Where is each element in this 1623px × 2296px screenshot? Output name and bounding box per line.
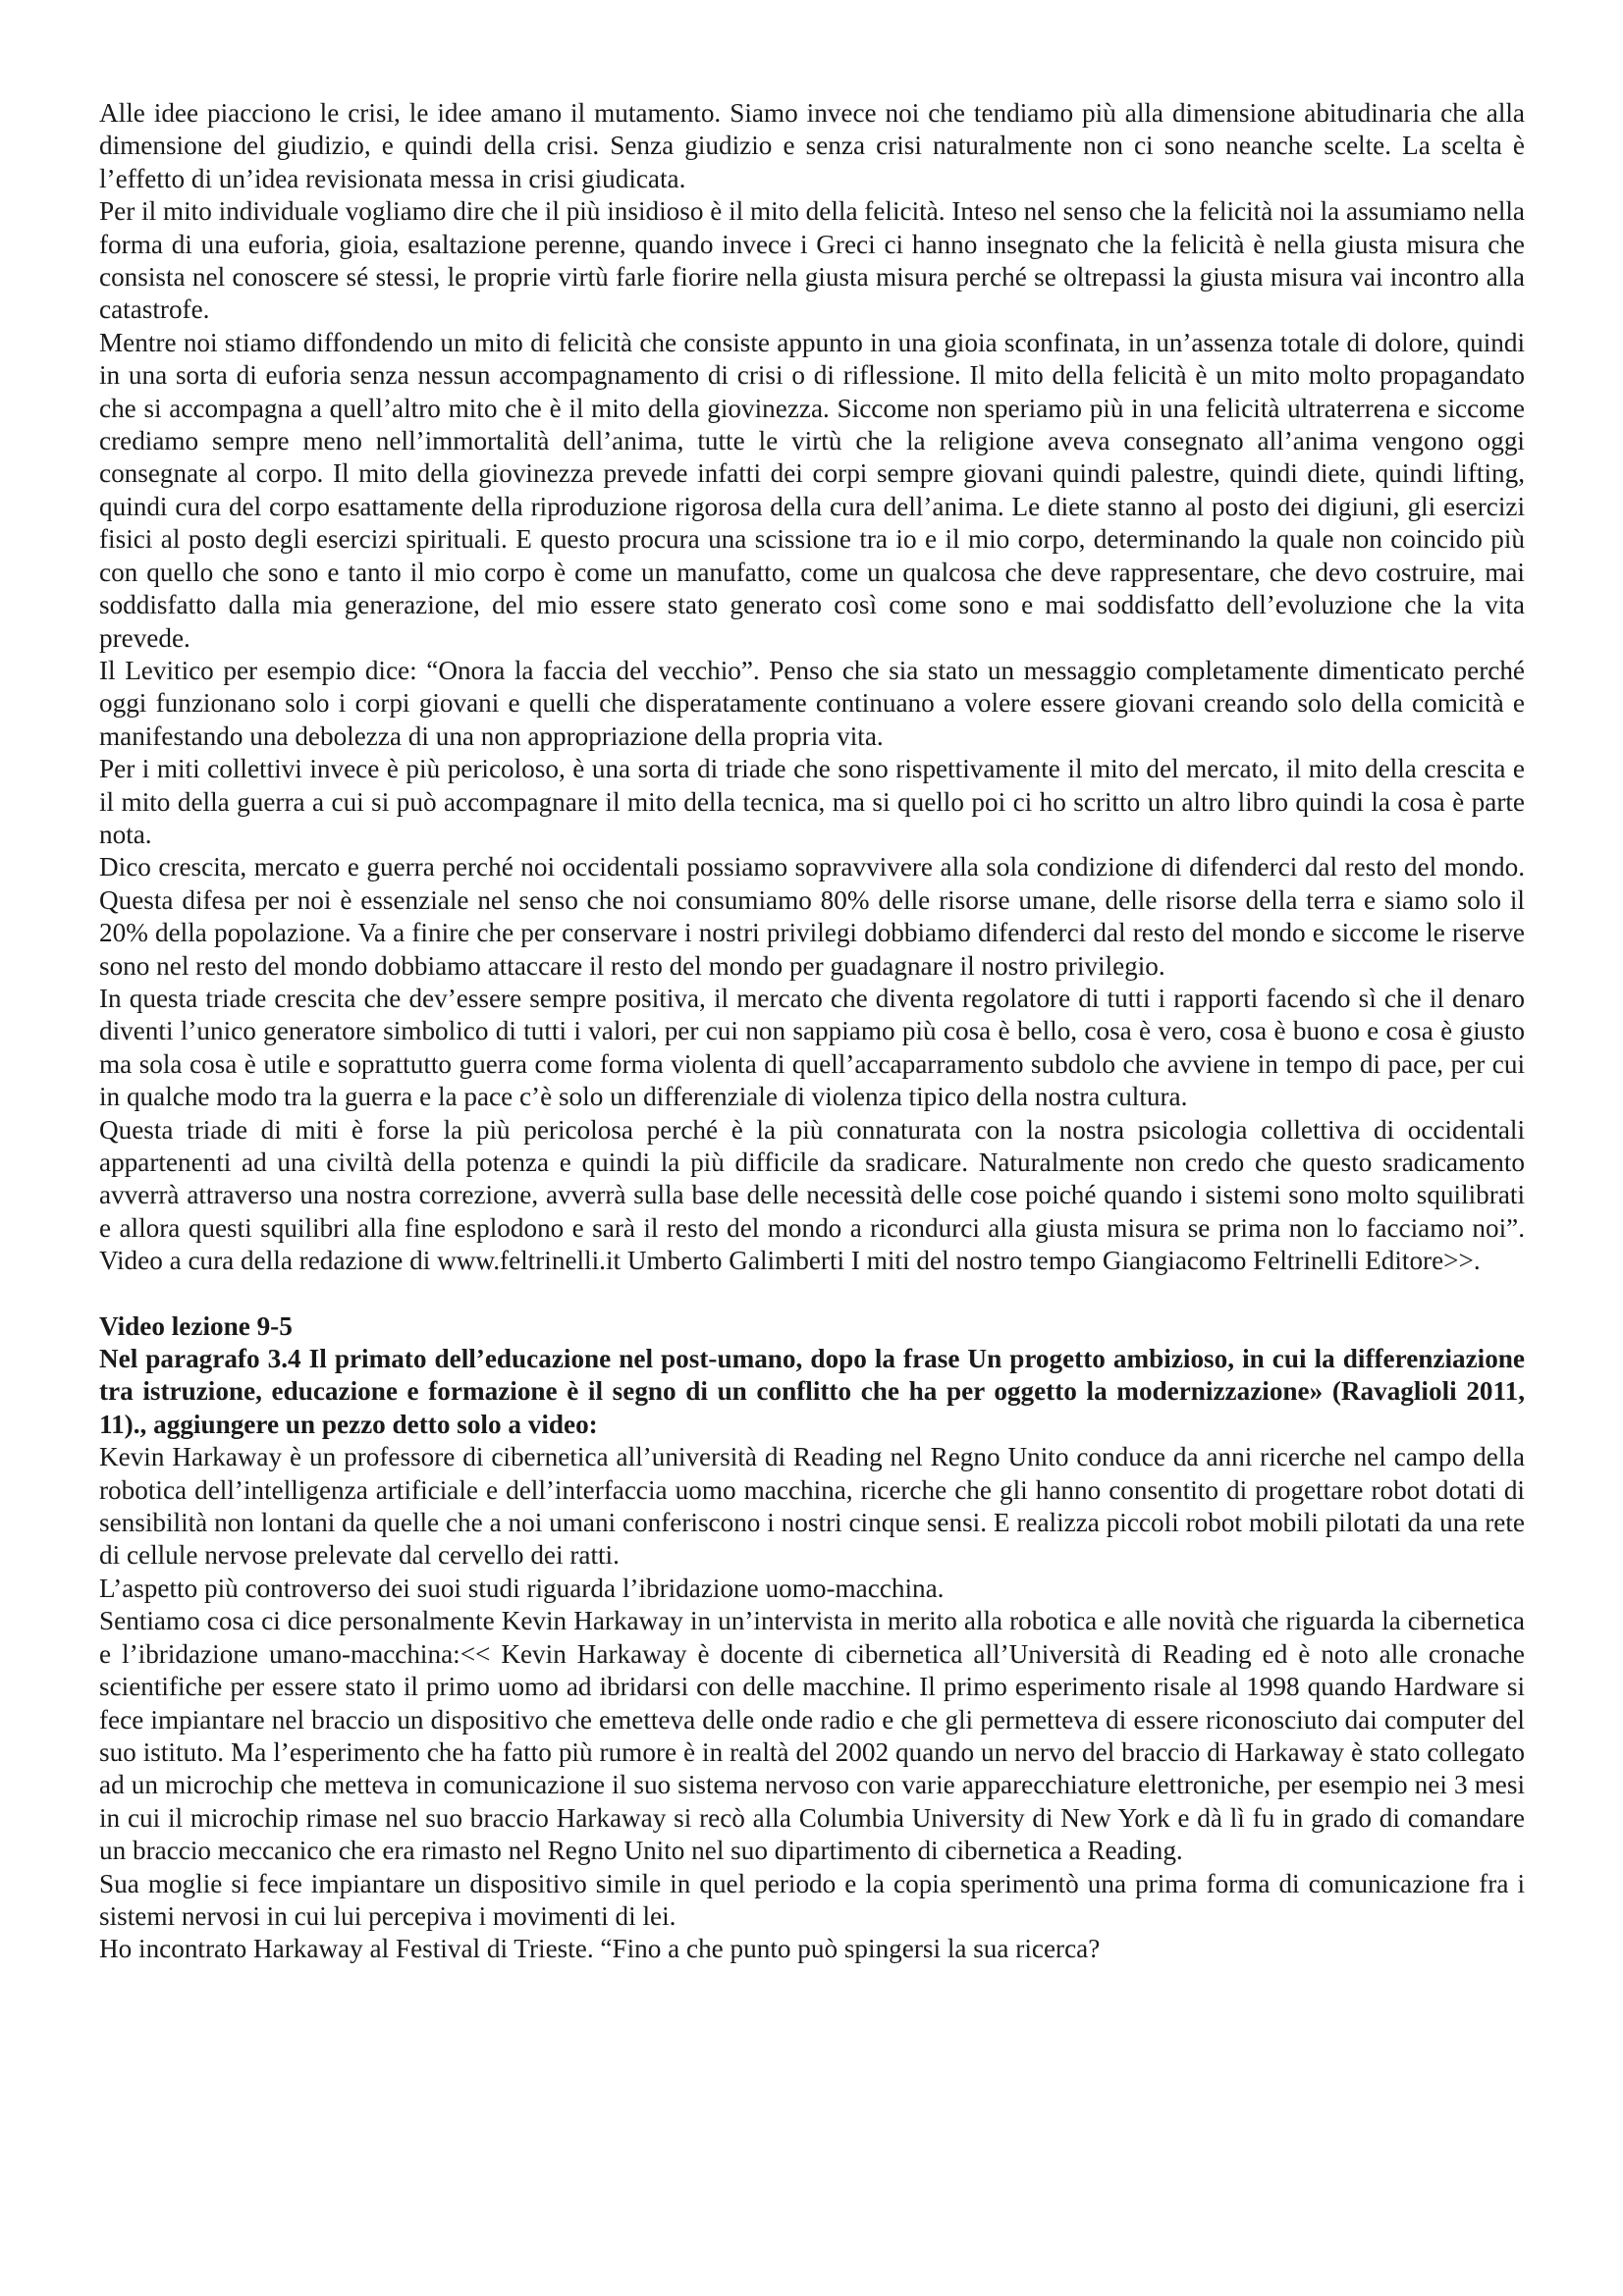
document-page [99,97,1525,1966]
paragraph-crescita-mercato-guerra: Dico crescita, mercato e guerra perché noi occidentali possiamo sopravvivere alla sola condizione di difenderci dal resto del mondo. Questa difesa per noi è essenziale nel senso che noi consumiamo 80% delle risorse umane, delle risorse della terra e siamo solo il 20% della popolazione. Va a finire che per conservare i nostri privilegi dobbiamo difenderci dal resto del mondo e siccome le riserve sono nel resto del mondo dobbiamo attaccare il resto del mondo per guadagnare il nostro privilegio. [99,852,1525,981]
section-intro: Nel paragrafo 3.4 Il primato dell’educazione nel post-umano, dopo la frase Un progetto ambizioso, in cui la differenziazione tra istruzione, educazione e formazione è il segno di un conflitto che ha per oggetto la modernizzazione» (Ravaglioli 2011, 11)., aggiungere un pezzo detto solo a video: [99,1344,1525,1439]
paragraph-triade-pericolosa: Questa triade di miti è forse la più pericolosa perché è la più connaturata con la nostra psicologia collettiva di occidentali appartenenti ad una civiltà della potenza e quindi la più difficile da sradicare. Naturalmente non credo che questo sradicamento avverrà attraverso una nostra correzione, avverrà sulla base delle necessità delle cose poiché quando i sistemi sono molto squilibrati e allora questi squilibri alla fine esplodono e sarà il resto del mondo a ricondurci alla giusta misura se prima non lo facciamo noi”. Video a cura della redazione di www.feltrinelli.it Umberto Galimberti I miti del nostro tempo Giangiacomo Feltrinelli Editore>>. [99,1114,1525,1276]
section-heading: Video lezione 9-5 [99,1310,293,1341]
paragraph-levitico: Il Levitico per esempio dice: “Onora la faccia del vecchio”. Penso che sia stato un messaggio completamente dimenticato perché oggi funzionano solo i corpi giovani e quelli che disperatamente continuano a volere essere giovani creando solo della comicità e manifestando una debolezza di una non appropriazione della propria vita. [99,655,1525,751]
paragraph-harkaway-intro: Kevin Harkaway è un professore di cibernetica all’università di Reading nel Regno Unito conduce da anni ricerche nel campo della robotica dell’intelligenza artificiale e dell’interfaccia uomo macchina, ricerche che gli hanno consentito di progettare robot dotati di sensibilità non lontani da quelle che a noi umani conferiscono i nostri cinque sensi. E realizza piccoli robot mobili pilotati da una rete di cellule nervose prelevate dal cervello dei ratti. [99,1442,1525,1571]
paragraph-crisi: Alle idee piacciono le crisi, le idee amano il mutamento. Siamo invece noi che tendiamo più alla dimensione abitudinaria che alla dimensione del giudizio, e quindi della crisi. Senza giudizio e senza crisi naturalmente non ci sono neanche scelte. La scelta è l’effetto di un’idea revisionata messa in crisi giudicata. [99,98,1525,193]
paragraph-intervista: Sentiamo cosa ci dice personalmente Kevin Harkaway in un’intervista in merito alla robotica e alle novità che riguarda la cibernetica e l’ibridazione umano-macchina:<< Kevin Harkaway è docente di cibernetica all’Università di Reading ed è noto alle cronache scientifiche per essere stato il primo uomo ad ibridarsi con delle macchine. Il primo esperimento risale al 1998 quando Hardware si fece impiantare nel braccio un dispositivo che emetteva delle onde radio e che gli permetteva di essere riconosciuto dai computer del suo istituto. Ma l’esperimento che ha fatto più rumore è in realtà del 2002 quando un nervo del braccio di Harkaway è stato collegato ad un microchip che metteva in comunicazione il suo sistema nervoso con varie apparecchiature elettroniche, per esempio nei 3 mesi in cui il microchip rimase nel suo braccio Harkaway si recò alla Columbia University di New York e dà lì fu in grado di comandare un braccio meccanico che era rimasto nel Regno Unito nel suo dipartimento di cibernetica a Reading. [99,1606,1525,1866]
paragraph-triade: In questa triade crescita che dev’essere sempre positiva, il mercato che diventa regolatore di tutti i rapporti facendo sì che il denaro diventi l’unico generatore simbolico di tutti i valori, per cui non sappiamo più cosa è bello, cosa è vero, cosa è buono e cosa è giusto ma sola cosa è utile e soprattutto guerra come forma violenta di quell’accaparramento subdolo che avviene in tempo di pace, per cui in qualche modo tra la guerra e la pace c’è solo un differenziale di violenza tipico della nostra cultura. [99,983,1525,1112]
paragraph-mito-felicita: Per il mito individuale vogliamo dire che il più insidioso è il mito della felicità. Inteso nel senso che la felicità noi la assumiamo nella forma di una euforia, gioia, esaltazione perenne, quando invece i Greci ci hanno insegnato che la felicità è nella giusta misura che consista nel conoscere sé stessi, le proprie virtù farle fiorire nella giusta misura perché se oltrepassi la giusta misura vai incontro alla catastrofe. [99,196,1525,325]
paragraph-moglie: Sua moglie si fece impiantare un dispositivo simile in quel periodo e la copia sperimentò una prima forma di comunicazione fra i sistemi nervosi in cui lui percepiva i movimenti di lei. [99,1868,1525,1931]
paragraph-mito-giovinezza: Mentre noi stiamo diffondendo un mito di felicità che consiste appunto in una gioia sconfinata, in un’assenza totale di dolore, quindi in una sorta di euforia senza nessun accompagnamento di crisi o di riflessione. Il mito della felicità è un mito molto propagandato che si accompagna a quell’altro mito che è il mito della giovinezza. Siccome non speriamo più in una felicità ultraterrena e siccome crediamo sempre meno nell’immortalità dell’anima, tutte le virtù che la religione aveva consegnato all’anima vengono oggi consegnate al corpo. Il mito della giovinezza prevede infatti dei corpi sempre giovani quindi palestre, quindi diete, quindi lifting, quindi cura del corpo esattamente della riproduzione rigorosa della cura dell’anima. Le diete stanno al posto dei digiuni, gli esercizi fisici al posto degli esercizi spirituali. E questo procura una scissione tra io e il mio corpo, determinando la quale non coincido più con quello che sono e tanto il mio corpo è come un manufatto, come un qualcosa che deve rappresentare, che devo costruire, mai soddisfatto dalla mia generazione, del mio essere stato generato così come sono e mai soddisfatto dell’evoluzione che la vita prevede. [99,327,1525,653]
paragraph-festival-trieste: Ho incontrato Harkaway al Festival di Trieste. “Fino a che punto può spingersi la sua ricerca? [99,1934,1101,1964]
paragraph-miti-collettivi: Per i miti collettivi invece è più pericoloso, è una sorta di triade che sono rispettivamente il mito del mercato, il mito della crescita e il mito della guerra a cui si può accompagnare il mito della tecnica, ma si quello poi ci ho scritto un altro libro quindi la cosa è parte nota. [99,754,1525,849]
section-spacer [99,1278,1525,1310]
paragraph-ibridazione: L’aspetto più controverso dei suoi studi riguarda l’ibridazione uomo-macchina. [99,1573,945,1603]
